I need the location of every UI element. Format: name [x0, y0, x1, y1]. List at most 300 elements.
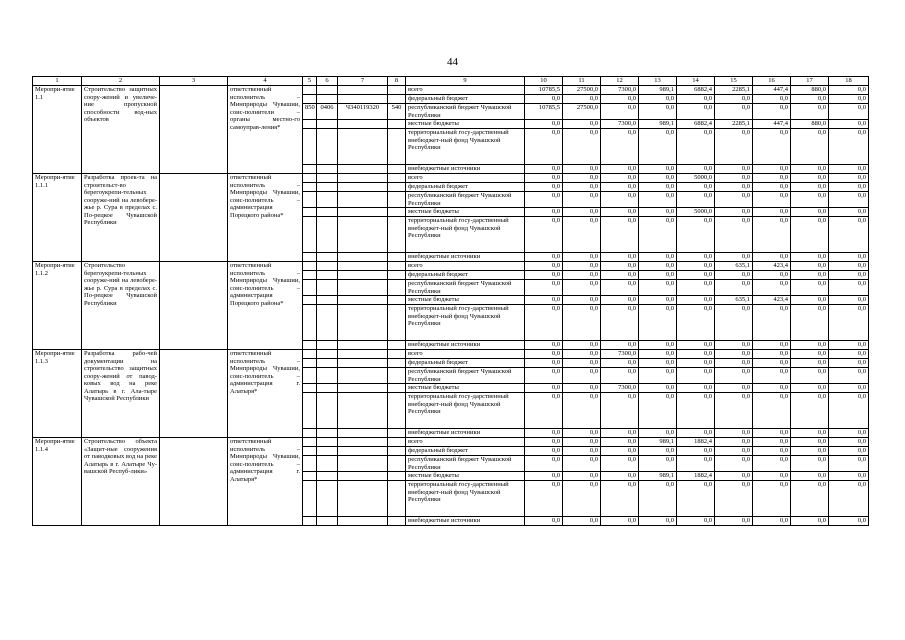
- amount-cell: 0,0: [715, 517, 753, 526]
- budget-code-k7: [338, 262, 388, 271]
- budget-code-k7: [338, 280, 388, 296]
- amount-cell: 0,0: [639, 217, 677, 253]
- amount-cell: 0,0: [715, 438, 753, 447]
- amount-cell: 0,0: [639, 517, 677, 526]
- amount-cell: 880,0: [791, 86, 829, 95]
- amount-cell: 0,0: [525, 341, 563, 350]
- amount-cell: 989,1: [639, 86, 677, 95]
- amount-cell: 0,0: [791, 447, 829, 456]
- amount-cell: 0,0: [639, 104, 677, 120]
- amount-cell: 0,0: [563, 481, 601, 517]
- amount-cell: 0,0: [715, 456, 753, 472]
- amount-cell: 0,0: [715, 183, 753, 192]
- amount-cell: 0,0: [601, 95, 639, 104]
- amount-cell: 0,0: [753, 217, 791, 253]
- amount-cell: 0,0: [525, 517, 563, 526]
- amount-cell: 0,0: [715, 104, 753, 120]
- budget-code-k6: [317, 393, 338, 429]
- budget-code-k5: [303, 359, 317, 368]
- amount-cell: 0,0: [639, 165, 677, 174]
- budget-code-k7: [338, 192, 388, 208]
- amount-cell: 0,0: [525, 208, 563, 217]
- amount-cell: 635,1: [715, 262, 753, 271]
- amount-cell: 0,0: [639, 253, 677, 262]
- amount-cell: 0,0: [715, 129, 753, 165]
- budget-code-k6: [317, 341, 338, 350]
- amount-cell: 0,0: [829, 208, 869, 217]
- amount-cell: 0,0: [753, 429, 791, 438]
- budget-code-k6: [317, 253, 338, 262]
- funding-source: федеральный бюджет: [406, 183, 525, 192]
- amount-cell: 0,0: [753, 305, 791, 341]
- activity-executor: ответственный исполнитель – Минприроды Чувашии, соис-полнитель – администрация г. Алатыря*: [228, 350, 303, 438]
- amount-cell: 0,0: [563, 517, 601, 526]
- amount-cell: 0,0: [525, 183, 563, 192]
- amount-cell: 0,0: [563, 217, 601, 253]
- amount-cell: 0,0: [829, 384, 869, 393]
- budget-code-k7: [338, 481, 388, 517]
- funding-source: федеральный бюджет: [406, 447, 525, 456]
- budget-code-k5: [303, 429, 317, 438]
- amount-cell: 0,0: [601, 174, 639, 183]
- amount-cell: 0,0: [791, 517, 829, 526]
- page-number: 44: [447, 56, 458, 68]
- amount-cell: 0,0: [677, 253, 715, 262]
- amount-cell: 0,0: [677, 341, 715, 350]
- funding-source: федеральный бюджет: [406, 271, 525, 280]
- amount-cell: 0,0: [525, 393, 563, 429]
- activity-name: Строительство защитных соору-жений и увеличе-ние пропускной способности вод-ных объектов: [82, 86, 160, 174]
- amount-cell: 0,0: [829, 271, 869, 280]
- amount-cell: 2285,1: [715, 86, 753, 95]
- budget-code-k6: [317, 429, 338, 438]
- column-number: 8: [388, 77, 406, 86]
- amount-cell: 10785,5: [525, 86, 563, 95]
- budget-code-k8: [388, 174, 406, 183]
- amount-cell: 0,0: [715, 368, 753, 384]
- funding-source: республиканский бюджет Чувашской Республики: [406, 280, 525, 296]
- column-number: 14: [677, 77, 715, 86]
- amount-cell: 0,0: [829, 305, 869, 341]
- amount-cell: 635,1: [715, 296, 753, 305]
- budget-code-k7: [338, 384, 388, 393]
- budget-code-k7: [338, 183, 388, 192]
- amount-cell: 0,0: [525, 438, 563, 447]
- amount-cell: 0,0: [563, 280, 601, 296]
- budget-code-k6: [317, 208, 338, 217]
- amount-cell: 0,0: [791, 456, 829, 472]
- amount-cell: 0,0: [601, 456, 639, 472]
- budget-code-k8: [388, 183, 406, 192]
- amount-cell: 0,0: [677, 429, 715, 438]
- funding-source: всего: [406, 350, 525, 359]
- amount-cell: 0,0: [753, 359, 791, 368]
- budget-code-k7: [338, 438, 388, 447]
- budget-code-k7: [338, 86, 388, 95]
- budget-code-k6: [317, 95, 338, 104]
- budget-code-k8: [388, 393, 406, 429]
- amount-cell: 0,0: [525, 481, 563, 517]
- amount-cell: 0,0: [829, 368, 869, 384]
- amount-cell: 0,0: [563, 368, 601, 384]
- budget-code-k6: [317, 271, 338, 280]
- amount-cell: 0,0: [601, 165, 639, 174]
- budget-code-k8: [388, 192, 406, 208]
- budget-code-k8: [388, 341, 406, 350]
- amount-cell: 5000,0: [677, 174, 715, 183]
- amount-cell: 0,0: [791, 129, 829, 165]
- budget-code-k6: [317, 86, 338, 95]
- amount-cell: 0,0: [677, 368, 715, 384]
- amount-cell: 0,0: [639, 305, 677, 341]
- budget-code-k6: [317, 350, 338, 359]
- amount-cell: 0,0: [601, 472, 639, 481]
- amount-cell: 0,0: [639, 174, 677, 183]
- budget-code-k8: [388, 280, 406, 296]
- amount-cell: 0,0: [601, 271, 639, 280]
- amount-cell: 1882,4: [677, 438, 715, 447]
- column-number: 15: [715, 77, 753, 86]
- amount-cell: 0,0: [639, 208, 677, 217]
- amount-cell: 0,0: [791, 296, 829, 305]
- budget-code-k8: [388, 384, 406, 393]
- amount-cell: 0,0: [639, 341, 677, 350]
- budget-code-k6: [317, 129, 338, 165]
- amount-cell: 0,0: [715, 305, 753, 341]
- budget-code-k7: Ч340119320: [338, 104, 388, 120]
- amount-cell: 0,0: [753, 192, 791, 208]
- amount-cell: 0,0: [753, 253, 791, 262]
- column-number: 16: [753, 77, 791, 86]
- activity-name: Строительство объекта «Защит-ные сооружения от паводковых вод на реке Алатырь в г. Алатыре Чу-вашской Респуб-лики»: [82, 438, 160, 526]
- column-number: 12: [601, 77, 639, 86]
- budget-code-k6: [317, 296, 338, 305]
- amount-cell: 0,0: [525, 296, 563, 305]
- financing-table: [32, 76, 869, 526]
- budget-code-k7: [338, 271, 388, 280]
- amount-cell: 423,4: [753, 262, 791, 271]
- amount-cell: 0,0: [563, 305, 601, 341]
- funding-source: республиканский бюджет Чувашской Республики: [406, 368, 525, 384]
- budget-code-k7: [338, 129, 388, 165]
- amount-cell: 0,0: [753, 280, 791, 296]
- activity-name: Строительство берегоукрепи-тельных сооруже-ний на левобере-жье р. Сура в пределах с. По-рецкое Чувашской Республики: [82, 262, 160, 350]
- amount-cell: 0,0: [601, 129, 639, 165]
- activity-name: Разработка рабо-чей документации на строительство защитных соору-жений от павод-ковых вод на реке Алатырь в г. Ала-тыре Чувашской Республики: [82, 350, 160, 438]
- amount-cell: 0,0: [715, 429, 753, 438]
- budget-code-k5: [303, 217, 317, 253]
- amount-cell: 0,0: [753, 517, 791, 526]
- funding-source: внебюджетные источники: [406, 517, 525, 526]
- amount-cell: 0,0: [715, 350, 753, 359]
- budget-code-k5: [303, 120, 317, 129]
- amount-cell: 0,0: [525, 384, 563, 393]
- budget-code-k7: [338, 447, 388, 456]
- amount-cell: 0,0: [563, 95, 601, 104]
- budget-code-k6: [317, 472, 338, 481]
- funding-source: территориальный госу-дарственный внебюджет-ный фонд Чувашской Республики: [406, 129, 525, 165]
- activity-executor: ответственный исполнитель – Минприроды Чувашии, соис-полнитель – администрация г. Алатыря*: [228, 438, 303, 526]
- budget-code-k8: [388, 120, 406, 129]
- table-row: [33, 350, 869, 359]
- amount-cell: 0,0: [525, 447, 563, 456]
- budget-code-k5: [303, 384, 317, 393]
- funding-source: республиканский бюджет Чувашской Республики: [406, 456, 525, 472]
- amount-cell: 0,0: [753, 271, 791, 280]
- budget-code-k6: [317, 165, 338, 174]
- funding-source: внебюджетные источники: [406, 429, 525, 438]
- budget-code-k7: [338, 217, 388, 253]
- amount-cell: 0,0: [563, 192, 601, 208]
- amount-cell: 0,0: [639, 95, 677, 104]
- amount-cell: 0,0: [525, 174, 563, 183]
- amount-cell: 0,0: [715, 393, 753, 429]
- budget-code-k8: [388, 305, 406, 341]
- amount-cell: 10785,5: [525, 104, 563, 120]
- amount-cell: 0,0: [525, 368, 563, 384]
- amount-cell: 0,0: [753, 438, 791, 447]
- amount-cell: 0,0: [525, 165, 563, 174]
- amount-cell: 0,0: [601, 341, 639, 350]
- amount-cell: 0,0: [791, 429, 829, 438]
- budget-code-k5: [303, 393, 317, 429]
- amount-cell: 27500,0: [563, 104, 601, 120]
- budget-code-k5: [303, 208, 317, 217]
- activity-code: Меропри-ятие 1.1.2: [33, 262, 82, 350]
- amount-cell: 7300,0: [601, 350, 639, 359]
- budget-code-k6: [317, 280, 338, 296]
- amount-cell: 0,0: [525, 456, 563, 472]
- amount-cell: 0,0: [753, 472, 791, 481]
- amount-cell: 0,0: [563, 271, 601, 280]
- amount-cell: 2285,1: [715, 120, 753, 129]
- amount-cell: 0,0: [563, 262, 601, 271]
- budget-code-k6: [317, 174, 338, 183]
- amount-cell: 0,0: [753, 368, 791, 384]
- funding-source: всего: [406, 174, 525, 183]
- funding-source: федеральный бюджет: [406, 359, 525, 368]
- budget-code-k7: [338, 165, 388, 174]
- amount-cell: 0,0: [525, 271, 563, 280]
- amount-cell: 0,0: [563, 472, 601, 481]
- amount-cell: 0,0: [563, 183, 601, 192]
- amount-cell: 0,0: [753, 393, 791, 429]
- budget-code-k5: [303, 280, 317, 296]
- amount-cell: 0,0: [715, 253, 753, 262]
- amount-cell: 0,0: [829, 104, 869, 120]
- budget-code-k8: [388, 208, 406, 217]
- funding-source: местные бюджеты: [406, 208, 525, 217]
- amount-cell: 0,0: [791, 165, 829, 174]
- amount-cell: 0,0: [753, 456, 791, 472]
- budget-code-k5: [303, 192, 317, 208]
- funding-source: территориальный госу-дарственный внебюджет-ный фонд Чувашской Республики: [406, 217, 525, 253]
- amount-cell: 0,0: [829, 280, 869, 296]
- funding-source: республиканский бюджет Чувашской Республики: [406, 104, 525, 120]
- column-number: 17: [791, 77, 829, 86]
- amount-cell: 0,0: [753, 384, 791, 393]
- budget-code-k8: [388, 217, 406, 253]
- amount-cell: 0,0: [601, 393, 639, 429]
- amount-cell: 0,0: [791, 174, 829, 183]
- amount-cell: 6882,4: [677, 86, 715, 95]
- funding-source: всего: [406, 438, 525, 447]
- amount-cell: 447,4: [753, 120, 791, 129]
- amount-cell: 0,0: [677, 359, 715, 368]
- amount-cell: 7300,0: [601, 120, 639, 129]
- amount-cell: 0,0: [791, 271, 829, 280]
- amount-cell: 0,0: [829, 262, 869, 271]
- amount-cell: 0,0: [677, 296, 715, 305]
- budget-code-k8: [388, 350, 406, 359]
- amount-cell: 0,0: [791, 104, 829, 120]
- amount-cell: 0,0: [601, 192, 639, 208]
- amount-cell: 5000,0: [677, 208, 715, 217]
- budget-code-k8: [388, 296, 406, 305]
- amount-cell: 0,0: [715, 208, 753, 217]
- amount-cell: 0,0: [677, 129, 715, 165]
- budget-code-k7: [338, 393, 388, 429]
- amount-cell: 0,0: [639, 129, 677, 165]
- amount-cell: 0,0: [791, 350, 829, 359]
- amount-cell: 880,0: [791, 120, 829, 129]
- activity-executor: ответственный исполнитель – Минприроды Чувашии, соис-полнители – органы местно-го самоуправ-ления*: [228, 86, 303, 174]
- amount-cell: 0,0: [715, 217, 753, 253]
- column-number: 7: [338, 77, 388, 86]
- amount-cell: 0,0: [525, 120, 563, 129]
- budget-code-k5: [303, 368, 317, 384]
- amount-cell: 0,0: [677, 262, 715, 271]
- amount-cell: 0,0: [601, 253, 639, 262]
- column-number: 5: [303, 77, 317, 86]
- amount-cell: 989,1: [639, 120, 677, 129]
- activity-col3: [160, 262, 228, 350]
- amount-cell: 0,0: [601, 305, 639, 341]
- amount-cell: 0,0: [601, 481, 639, 517]
- amount-cell: 6882,4: [677, 120, 715, 129]
- table-body: [33, 77, 869, 526]
- budget-code-k8: [388, 95, 406, 104]
- amount-cell: 423,4: [753, 296, 791, 305]
- amount-cell: 0,0: [525, 350, 563, 359]
- budget-code-k7: [338, 341, 388, 350]
- amount-cell: 0,0: [791, 192, 829, 208]
- activity-executor: ответственный исполнитель – Минприроды Чувашии, соис-полнитель – администрация Порецкого района*: [228, 262, 303, 350]
- budget-code-k8: [388, 368, 406, 384]
- amount-cell: 0,0: [791, 393, 829, 429]
- amount-cell: 0,0: [829, 296, 869, 305]
- amount-cell: 0,0: [753, 208, 791, 217]
- budget-code-k8: [388, 429, 406, 438]
- budget-code-k5: [303, 447, 317, 456]
- amount-cell: 0,0: [639, 192, 677, 208]
- budget-code-k8: [388, 438, 406, 447]
- amount-cell: 0,0: [563, 456, 601, 472]
- amount-cell: 0,0: [753, 129, 791, 165]
- amount-cell: 0,0: [715, 359, 753, 368]
- budget-code-k7: [338, 253, 388, 262]
- amount-cell: 0,0: [829, 350, 869, 359]
- amount-cell: 0,0: [715, 472, 753, 481]
- budget-code-k6: [317, 368, 338, 384]
- budget-code-k5: [303, 262, 317, 271]
- amount-cell: 0,0: [563, 129, 601, 165]
- amount-cell: 0,0: [601, 368, 639, 384]
- amount-cell: 0,0: [525, 217, 563, 253]
- amount-cell: 0,0: [753, 174, 791, 183]
- amount-cell: 0,0: [601, 447, 639, 456]
- budget-code-k6: [317, 305, 338, 341]
- amount-cell: 0,0: [563, 120, 601, 129]
- amount-cell: 0,0: [829, 359, 869, 368]
- amount-cell: 0,0: [639, 350, 677, 359]
- budget-code-k8: [388, 456, 406, 472]
- column-number-row: [33, 77, 869, 86]
- amount-cell: 0,0: [563, 393, 601, 429]
- amount-cell: 0,0: [639, 359, 677, 368]
- budget-code-k7: [338, 174, 388, 183]
- amount-cell: 0,0: [639, 481, 677, 517]
- amount-cell: 0,0: [677, 183, 715, 192]
- budget-code-k5: [303, 86, 317, 95]
- budget-code-k6: [317, 481, 338, 517]
- amount-cell: 0,0: [753, 183, 791, 192]
- budget-code-k7: [338, 95, 388, 104]
- table-row: [33, 174, 869, 183]
- column-number: 11: [563, 77, 601, 86]
- budget-code-k6: [317, 359, 338, 368]
- budget-code-k7: [338, 368, 388, 384]
- amount-cell: 0,0: [563, 208, 601, 217]
- funding-source: республиканский бюджет Чувашской Республики: [406, 192, 525, 208]
- funding-source: местные бюджеты: [406, 296, 525, 305]
- amount-cell: 0,0: [639, 296, 677, 305]
- budget-code-k6: [317, 183, 338, 192]
- amount-cell: 0,0: [715, 384, 753, 393]
- amount-cell: 0,0: [525, 280, 563, 296]
- amount-cell: 0,0: [791, 472, 829, 481]
- budget-code-k5: 850: [303, 104, 317, 120]
- column-number: 18: [829, 77, 869, 86]
- activity-col3: [160, 174, 228, 262]
- funding-source: федеральный бюджет: [406, 95, 525, 104]
- amount-cell: 0,0: [601, 359, 639, 368]
- amount-cell: 0,0: [639, 183, 677, 192]
- column-number: 10: [525, 77, 563, 86]
- column-number: 9: [406, 77, 525, 86]
- budget-code-k8: [388, 271, 406, 280]
- budget-code-k8: [388, 447, 406, 456]
- amount-cell: 0,0: [829, 438, 869, 447]
- amount-cell: 1882,4: [677, 472, 715, 481]
- amount-cell: 0,0: [715, 174, 753, 183]
- amount-cell: 0,0: [677, 456, 715, 472]
- amount-cell: 0,0: [677, 517, 715, 526]
- column-number: 1: [33, 77, 82, 86]
- budget-code-k8: [388, 165, 406, 174]
- amount-cell: 0,0: [791, 95, 829, 104]
- budget-code-k7: [338, 350, 388, 359]
- funding-source: внебюджетные источники: [406, 253, 525, 262]
- budget-code-k5: [303, 183, 317, 192]
- amount-cell: 0,0: [753, 341, 791, 350]
- amount-cell: 447,4: [753, 86, 791, 95]
- amount-cell: 0,0: [791, 384, 829, 393]
- budget-code-k5: [303, 174, 317, 183]
- funding-source: местные бюджеты: [406, 384, 525, 393]
- budget-code-k7: [338, 456, 388, 472]
- amount-cell: 0,0: [639, 447, 677, 456]
